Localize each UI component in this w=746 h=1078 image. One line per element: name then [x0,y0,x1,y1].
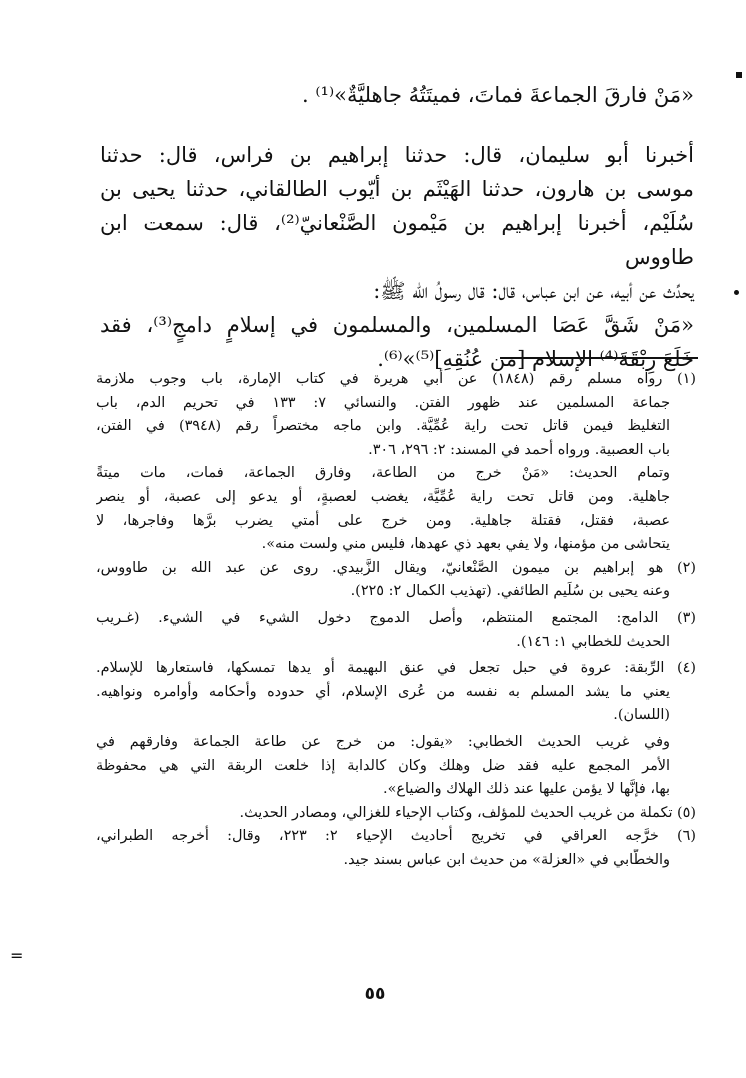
footnote-line: التغليظ فيمن قاتل تحت راية عُمِّيَّة. وابن ماجه مختصراً رقم (٣٩٤٨) في الفتن، [96,418,670,435]
paragraph-line: موسى بن هارون، حدثنا الهَيْثَم بن أيّوب الطالقاني، حدثنا يحيى بن [100,177,694,201]
hadith-top: «مَنْ فارقَ الجماعةَ فماتَ، فميتَتُهُ جاهليَّةٌ»⁽¹⁾ . [302,83,694,107]
footnote-line: وتمام الحديث: «مَنْ خرج من الطاعة، وفارق الجماعة، فمات، مات ميتةً [96,465,670,482]
footnote-line: جاهلية. ومن قاتل تحت راية عُمِّيَّة، يغضب لعصبةٍ، أو يدعو إلى عصبة، أو ينصر [96,488,670,505]
paragraph-line: «مَنْ شَقَّ عَصَا المسلمين، والمسلمون في إسلامٍ دامجٍ⁽³⁾، فقد [100,313,695,337]
footnote-line: الحديث للخطابي ١: ١٤٦). [516,633,670,650]
footnote-line: بها، فإنَّها لا يؤمن عليها عند ذلك الهلاك والضياع». [383,781,670,798]
paragraph-line: أخبرنا أبو سليمان، قال: حدثنا إبراهيم بن فراس، قال: حدثنا [100,143,694,167]
footnote-line: يعني ما يشد المسلم به نفسه من عُرى الإسلام، أي حدوده وأحكامه وأوامره ونواهيه. [96,683,670,700]
paragraph-line: سُلَيْم، أخبرنا إبراهيم بن مَيْمون الصَّنْعانيّ⁽²⁾، قال: سمعت ابن طاووس [100,211,694,269]
footnote-line: الأمر المجمع عليه فقد ضل وهلك وكان كالدابة إذا خلعت الربقة التي هي محفوظة [96,757,670,774]
isnad-paragraph [100,138,694,376]
footnote-line: يتحاشى من مؤمنها، ولا يفي بعهد ذي عهدها، فليس مني ولست منه». [261,536,670,553]
footnote-line: جماعة المسلمين عند ظهور الفتن. والنسائي ٧: ١٣٣ في تحريم الدم، باب [96,394,670,411]
footnote-line: (اللسان). [613,707,670,724]
footnote-line: وعنه يحيى بن سُلَيم الطائفي. (تهذيب الكمال ٢: ٢٢٥). [350,583,670,600]
footnote-line: (٢) هو إبراهيم بن ميمون الصَّنْعانيّ، ويقال الزَّبيدي. روى عن عبد الله بن طاووس، [96,559,696,576]
footnote-line: باب العصبية. ورواه أحمد في المسند: ٢: ٢٩٦، ٣٠٦. [368,441,670,458]
footnote-line: عصبة، فقتل، فقتلة جاهلية. ومن خرج على أمتي يضرب برَّها وفاجرها، لا [96,512,670,529]
footnote-line: والخطّابي في «العزلة» من حديث ابن عباس بسند جيد. [343,851,670,868]
footnote-line: (٤) الرِّبقة: عروة في حبل تجعل في عنق البهيمة أو يدها تمسكها، فاستعارها للإسلام. [96,660,696,677]
footnote-line: (١) رواه مسلم رقم (١٨٤٨) عن أبي هريرة في كتاب الإمارة، باب وجوب ملازمة [96,371,696,387]
paragraph-line: خَلَعَ رِبْقَةَ⁽⁴⁾ الإسلام [من عُنُقِهِ]⁽⁵⁾»⁽⁶⁾. [377,347,694,371]
paragraph-line: يحدِّث عن أبيه، عن ابن عباس، قال: قال رسولُ الله ﷺ: [373,279,694,303]
footnote-line: (٣) الدامج: المجتمع المنتظم، وأصل الدموج دخول الشيء في الشيء. (غـريب [96,609,696,626]
footnote-line: (٥) تكملة من غريب الحديث للمؤلف، وكتاب الإحياء للغزالي، ومصادر الحديث. [239,804,696,821]
footnote-separator [500,357,698,359]
page-number: ٥٥ [364,984,386,1004]
footnote-line: (٦) خرَّجه العراقي في تخريج أحاديث الإحياء ٢: ٢٢٣، وقال: أخرجه الطبراني، [96,828,696,845]
margin-dot [734,290,739,295]
footnote-line: وفي غريب الحديث الخطابي: «يقول: من خرج عن طاعة الجماعة وفارقهم في [96,733,670,750]
margin-mark: = [10,946,24,965]
footnotes [96,368,696,872]
margin-dot [736,72,742,78]
